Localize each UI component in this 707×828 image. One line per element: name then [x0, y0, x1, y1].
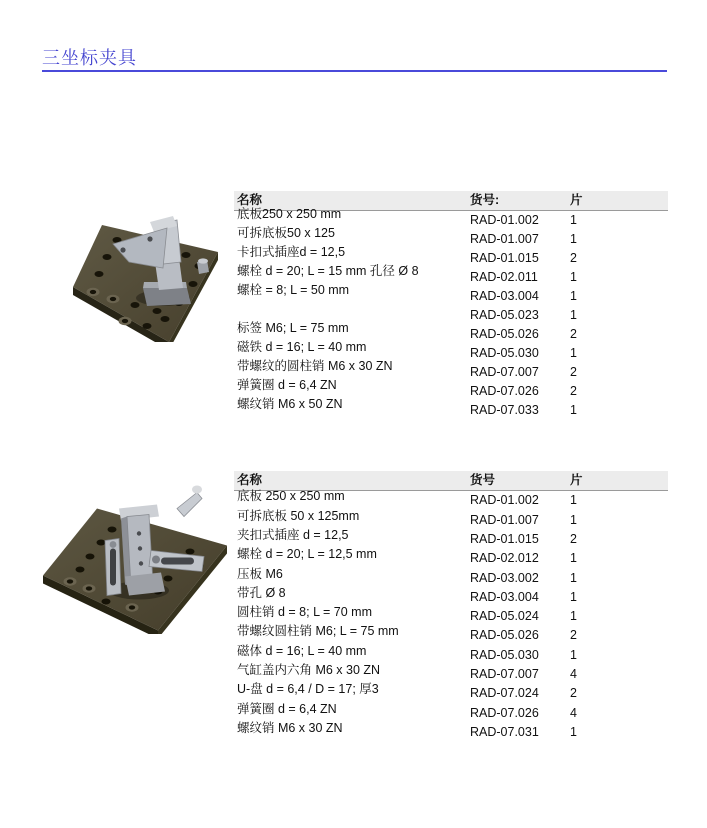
- part-item-no: RAD-01.007: [470, 512, 539, 527]
- product-photo-2: [39, 478, 229, 634]
- part-qty: 1: [570, 308, 577, 323]
- parts-table-2: [234, 471, 668, 742]
- fixture-photo-2-illustration: [39, 478, 229, 634]
- part-name: 螺纹销 M6 x 50 ZN: [237, 397, 343, 412]
- table-row: [234, 607, 668, 626]
- part-item-no: RAD-01.015: [470, 531, 539, 546]
- part-name: 螺栓 d = 20; L = 15 mm 孔径 Ø 8: [237, 264, 419, 279]
- column-header-name: 名称: [237, 193, 263, 208]
- part-name: 压板 M6: [237, 566, 283, 581]
- part-name: 气缸盖内六角 M6 x 30 ZN: [237, 663, 381, 678]
- part-qty: 1: [570, 232, 577, 247]
- page-title: 三坐标夹具: [42, 48, 137, 68]
- part-name: 螺纹销 M6 x 30 ZN: [237, 720, 343, 735]
- part-item-no: RAD-07.026: [470, 384, 539, 399]
- title-divider: [42, 70, 667, 72]
- part-item-no: RAD-01.002: [470, 213, 539, 228]
- part-name: 可拆底板50 x 125: [237, 226, 335, 241]
- part-item-no: RAD-05.030: [470, 647, 539, 662]
- part-item-no: RAD-03.004: [470, 589, 539, 604]
- part-qty: 2: [570, 384, 577, 399]
- part-name: 带孔 Ø 8: [237, 585, 286, 600]
- part-name: 带螺纹的圆柱销 M6 x 30 ZN: [237, 359, 393, 374]
- table-row: [234, 626, 668, 645]
- part-item-no: RAD-07.007: [470, 667, 539, 682]
- part-item-no: RAD-01.007: [470, 232, 539, 247]
- part-qty: 2: [570, 628, 577, 643]
- part-qty: 1: [570, 647, 577, 662]
- table-row: [234, 568, 668, 587]
- table-row: [234, 684, 668, 703]
- table-row: [234, 645, 668, 664]
- part-item-no: RAD-02.011: [470, 270, 538, 285]
- column-header-item-no: 货号:: [470, 193, 500, 208]
- part-name: 卡扣式插座d = 12,5: [237, 245, 346, 260]
- part-item-no: RAD-05.023: [470, 308, 539, 323]
- part-item-no: RAD-07.024: [470, 686, 539, 701]
- part-qty: 2: [570, 365, 577, 380]
- part-qty: 1: [570, 213, 577, 228]
- table-2-body: [234, 491, 668, 742]
- part-item-no: RAD-01.015: [470, 251, 539, 266]
- part-name: 螺栓 = 8; L = 50 mm: [237, 283, 350, 298]
- table-row: [234, 703, 668, 722]
- part-item-no: RAD-01.002: [470, 493, 539, 508]
- product-photo-1: [55, 192, 223, 342]
- part-name: 螺栓 d = 20; L = 12,5 mm: [237, 547, 377, 562]
- table-row: [234, 720, 668, 742]
- part-qty: 1: [570, 270, 577, 285]
- part-name: 底板 250 x 250 mm: [237, 489, 345, 504]
- part-name: 圆柱销 d = 8; L = 70 mm: [237, 605, 373, 620]
- table-row: [234, 510, 668, 529]
- part-item-no: RAD-07.033: [470, 403, 539, 418]
- part-qty: 1: [570, 570, 577, 585]
- table-1-body: [234, 207, 668, 420]
- table-row: [234, 397, 668, 420]
- part-qty: 4: [570, 667, 577, 682]
- part-item-no: RAD-02.012: [470, 551, 539, 566]
- part-item-no: RAD-05.024: [470, 609, 539, 624]
- part-item-no: RAD-07.026: [470, 705, 539, 720]
- part-qty: 1: [570, 724, 577, 739]
- part-name: 磁铁 d = 16; L = 40 mm: [237, 340, 367, 355]
- part-item-no: RAD-07.007: [470, 365, 539, 380]
- part-name: 底板250 x 250 mm: [237, 207, 342, 222]
- part-name: U-盘 d = 6,4 / D = 17; 厚3: [237, 682, 379, 697]
- part-qty: 4: [570, 705, 577, 720]
- table-row: [234, 283, 668, 306]
- part-qty: 1: [570, 512, 577, 527]
- part-name: 带螺纹圆柱销 M6; L = 75 mm: [237, 624, 399, 639]
- part-qty: 1: [570, 289, 577, 304]
- part-qty: 2: [570, 327, 577, 342]
- part-qty: 2: [570, 251, 577, 266]
- column-header-name: 名称: [237, 473, 263, 488]
- part-item-no: RAD-05.030: [470, 346, 539, 361]
- part-name: 夹扣式插座 d = 12,5: [237, 527, 349, 542]
- part-item-no: RAD-07.031: [470, 724, 539, 739]
- part-item-no: RAD-03.002: [470, 570, 539, 585]
- part-name: 可拆底板 50 x 125mm: [237, 508, 360, 523]
- table-row: [234, 665, 668, 684]
- table-row: [234, 491, 668, 510]
- part-qty: 1: [570, 493, 577, 508]
- part-qty: 1: [570, 403, 577, 418]
- part-name: 磁体 d = 16; L = 40 mm: [237, 643, 367, 658]
- fixture-photo-1-illustration: [55, 192, 223, 342]
- part-name: 标签 M6; L = 75 mm: [237, 321, 349, 336]
- table-row: [234, 527, 668, 549]
- part-item-no: RAD-05.026: [470, 628, 539, 643]
- part-qty: 1: [570, 551, 577, 566]
- part-qty: 1: [570, 609, 577, 624]
- parts-table-1: [234, 191, 668, 420]
- column-header-item-no: 货号: [470, 473, 496, 488]
- part-item-no: RAD-05.026: [470, 327, 539, 342]
- part-item-no: RAD-03.004: [470, 289, 539, 304]
- part-qty: 2: [570, 531, 577, 546]
- part-qty: 1: [570, 346, 577, 361]
- table-2-header-row: [234, 471, 668, 491]
- part-qty: 1: [570, 589, 577, 604]
- part-name: 弹簧圈 d = 6,4 ZN: [237, 378, 337, 393]
- part-qty: 2: [570, 686, 577, 701]
- part-name: 弹簧圈 d = 6,4 ZN: [237, 701, 337, 716]
- column-header-qty: 片: [570, 473, 583, 488]
- column-header-qty: 片: [570, 193, 583, 208]
- table-row: [234, 549, 668, 568]
- table-row: [234, 587, 668, 606]
